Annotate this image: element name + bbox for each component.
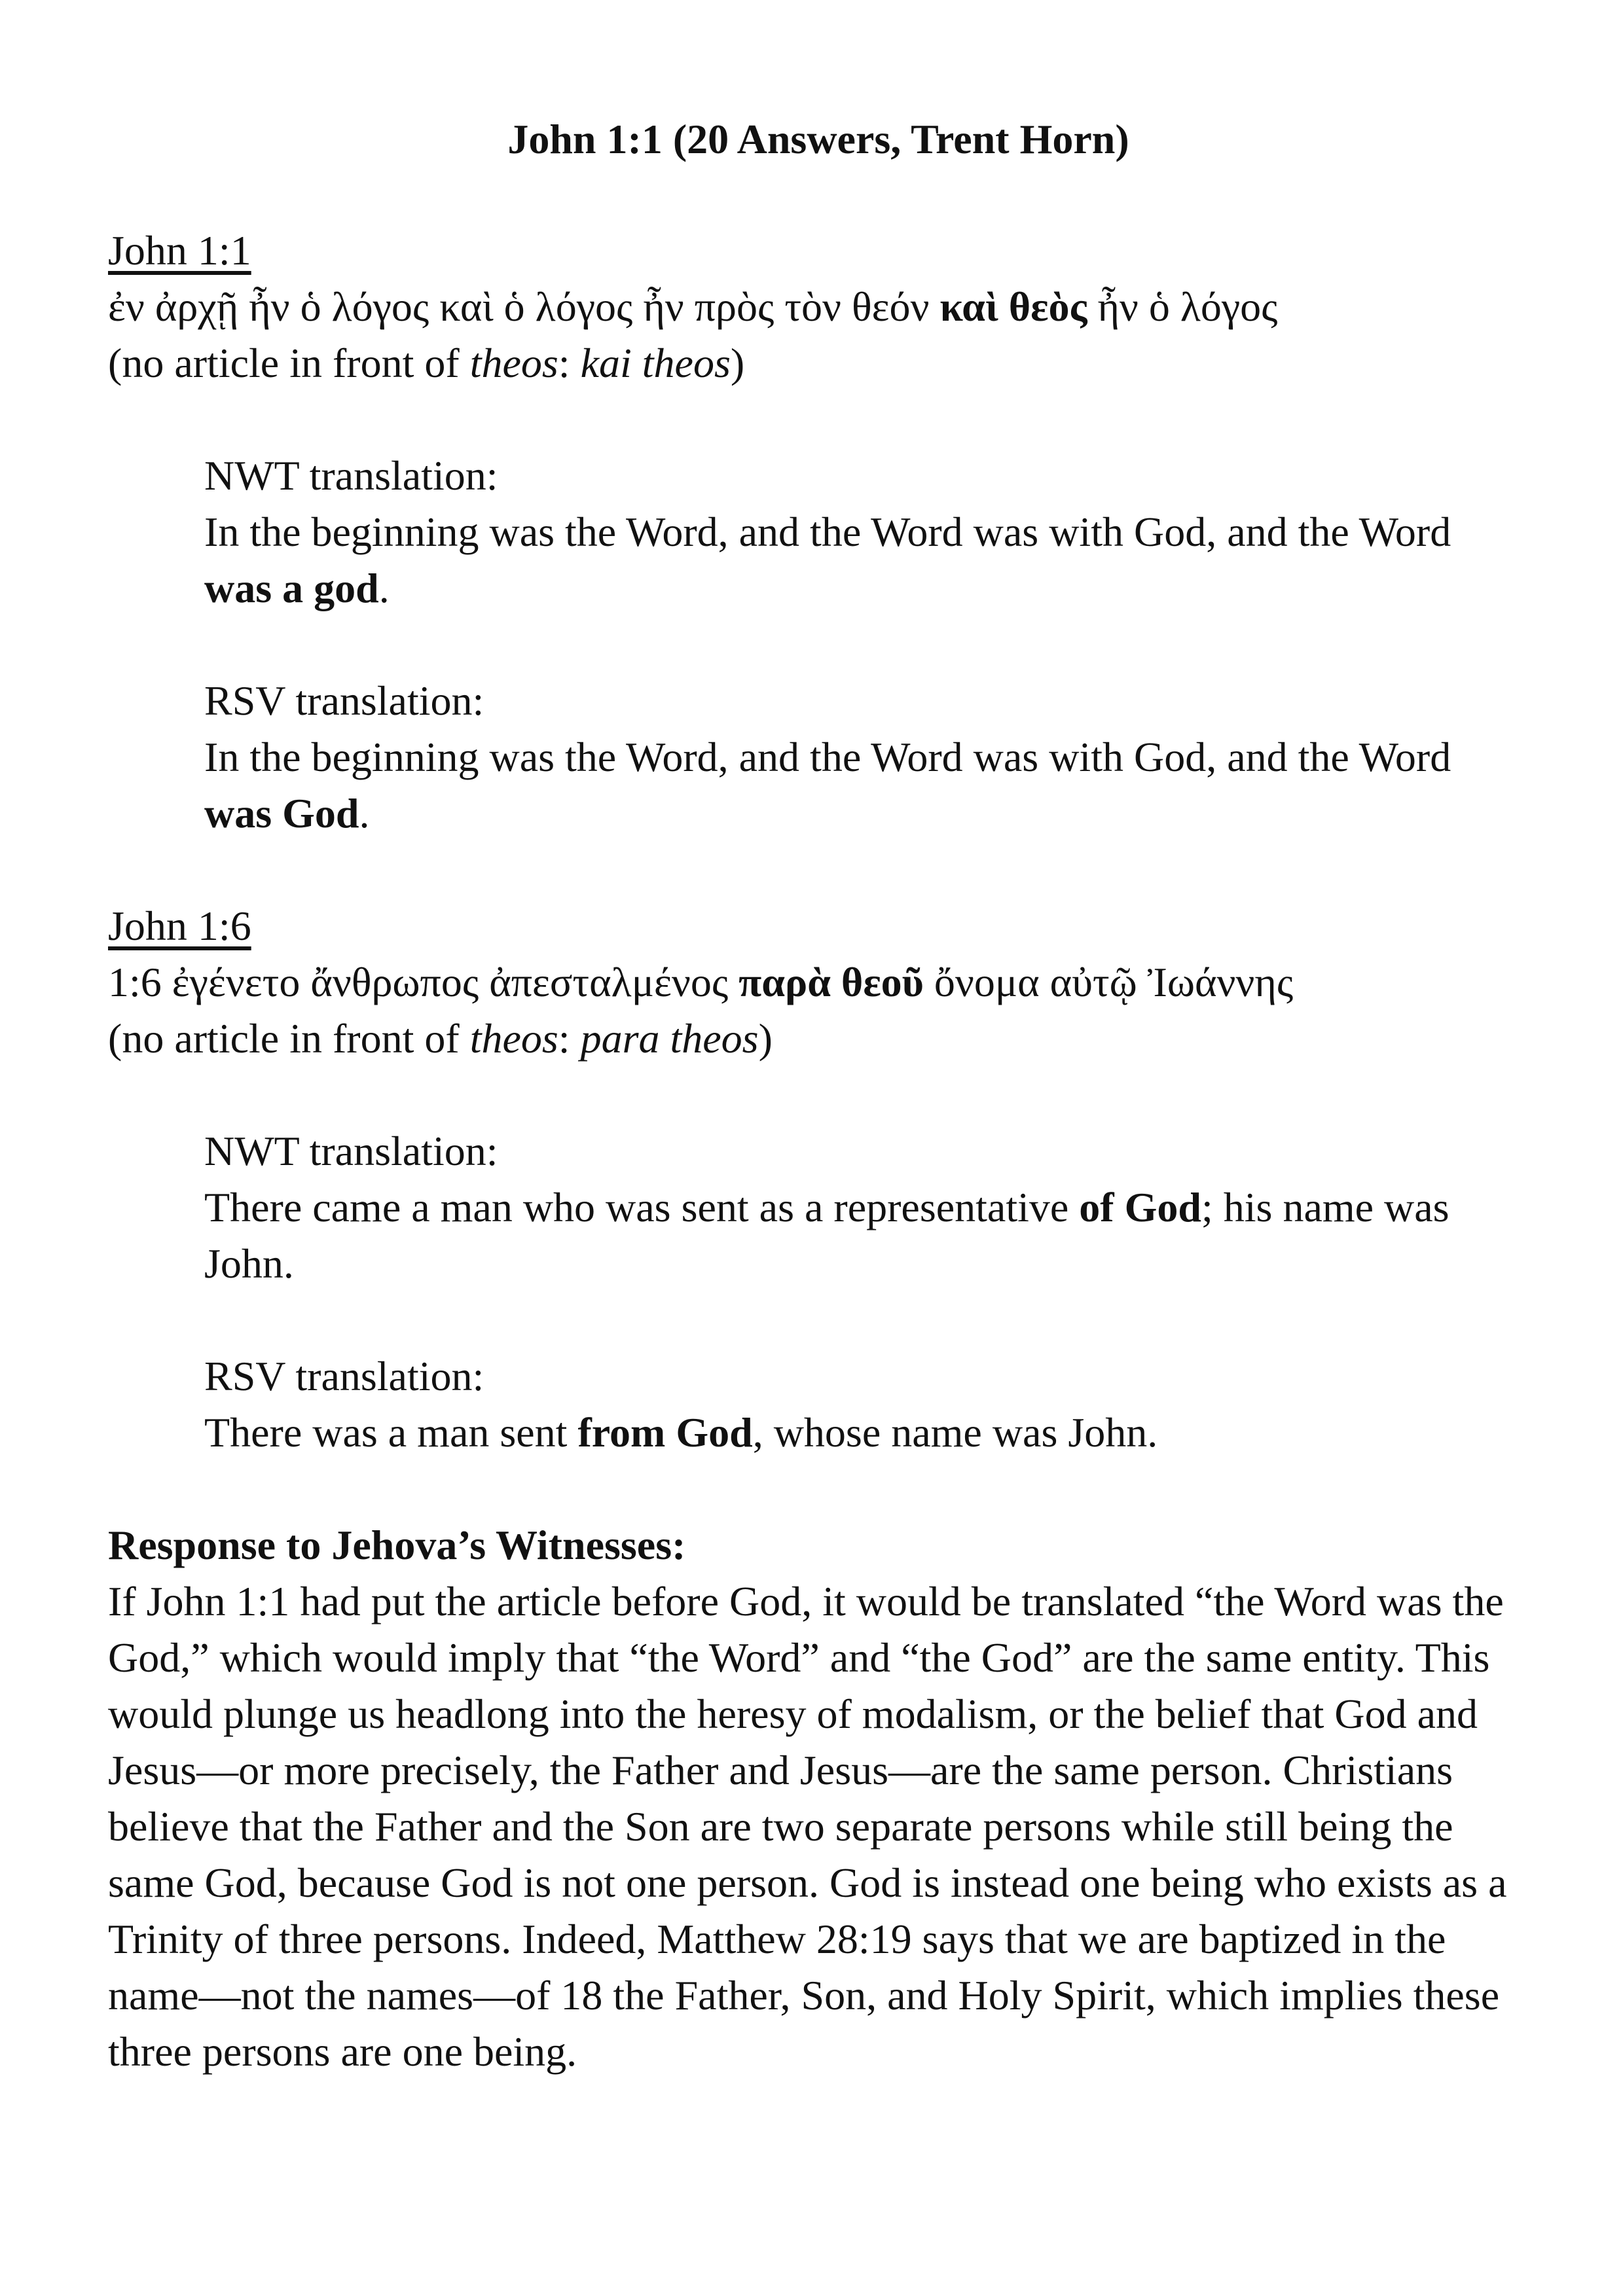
response-section [108,1517,1529,2080]
translation-emphasis: was God [204,790,359,836]
article-note [108,335,1529,391]
note-italic: kai theos [580,340,731,386]
greek-verse [108,954,1529,1011]
rsv-label: RSV translation: [204,677,484,724]
response-heading: Response to Jehova’s Witnesses: [108,1522,686,1568]
note-text: ) [730,340,745,386]
rsv-block [108,673,1529,842]
section-heading-text: John 1:1 [108,227,251,274]
translation-text: , whose name was John. [752,1409,1158,1456]
translation-text: There was a man sent [204,1409,578,1456]
note-italic: theos [469,340,558,386]
greek-emphasis: παρὰ θεοῦ [739,959,924,1005]
note-text: ) [758,1015,773,1062]
translation-text: . [359,790,370,836]
rsv-translation [204,1405,1529,1461]
greek-text: ἦν ὁ λόγος [1087,283,1278,330]
rsv-block [108,1348,1529,1461]
rsv-translation [204,729,1529,842]
translation-text: There came a man who was sent as a representative [204,1184,1080,1230]
section-john-1-1 [108,223,1529,842]
article-note [108,1011,1529,1067]
greek-text: 1:6 ἐγένετο ἄνθρωπος ἀπεσταλμένος [108,959,739,1005]
note-italic: theos [469,1015,558,1062]
nwt-label: NWT translation: [204,452,498,499]
nwt-label: NWT translation: [204,1128,498,1174]
greek-text: ὄνομα αὐτῷ Ἰωάννης [923,959,1294,1005]
nwt-block [108,1123,1529,1292]
document-page [108,111,1529,2080]
rsv-label: RSV translation: [204,1353,484,1399]
note-text: : [558,1015,581,1062]
note-text: (no article in front of [108,340,470,386]
nwt-translation [204,504,1529,617]
page-title: John 1:1 (20 Answers, Trent Horn) [507,116,1129,162]
section-heading-text: John 1:6 [108,903,251,949]
note-text: (no article in front of [108,1015,470,1062]
translation-text: In the beginning was the Word, and the Word was with God, and the Word [204,734,1451,780]
translation-emphasis: of God [1079,1184,1201,1230]
greek-verse [108,279,1529,335]
greek-emphasis: καὶ θεὸς [939,283,1087,330]
translation-emphasis: was a god [204,565,379,611]
translation-text: In the beginning was the Word, and the Word was with God, and the Word [204,509,1451,555]
translation-emphasis: from God [577,1409,753,1456]
greek-text: ἐν ἀρχῇ ἦν ὁ λόγος καὶ ὁ λόγος ἦν πρὸς τὸν θεόν [108,283,940,330]
translation-text: . [378,565,390,611]
note-text: : [558,340,581,386]
nwt-translation [204,1179,1529,1292]
section-heading [108,223,1529,279]
section-heading [108,898,1529,954]
response-body: If John 1:1 had put the article before God, it would be translated “the Word was the God,” which would imply that “the Word” and “the God” are the same entity. This would plunge us headlong into the heresy of modalism, or the belief that God and Jesus—or more precisely, the Father and Jesus—are the same person. Christians believe that the Father and the Son are two separate persons while still being the same God, because God is not one person. God is instead one being who exists as a Trinity of three persons. Indeed, Matthew 28:19 says that we are baptized in the name—not the names—of 18 the Father, Son, and Holy Spirit, which implies these three persons are one being. [108,1578,1507,2075]
note-italic: para theos [580,1015,759,1062]
section-john-1-6 [108,898,1529,1461]
translation-text: ; his name was John. [204,1184,1450,1287]
nwt-block [108,448,1529,617]
